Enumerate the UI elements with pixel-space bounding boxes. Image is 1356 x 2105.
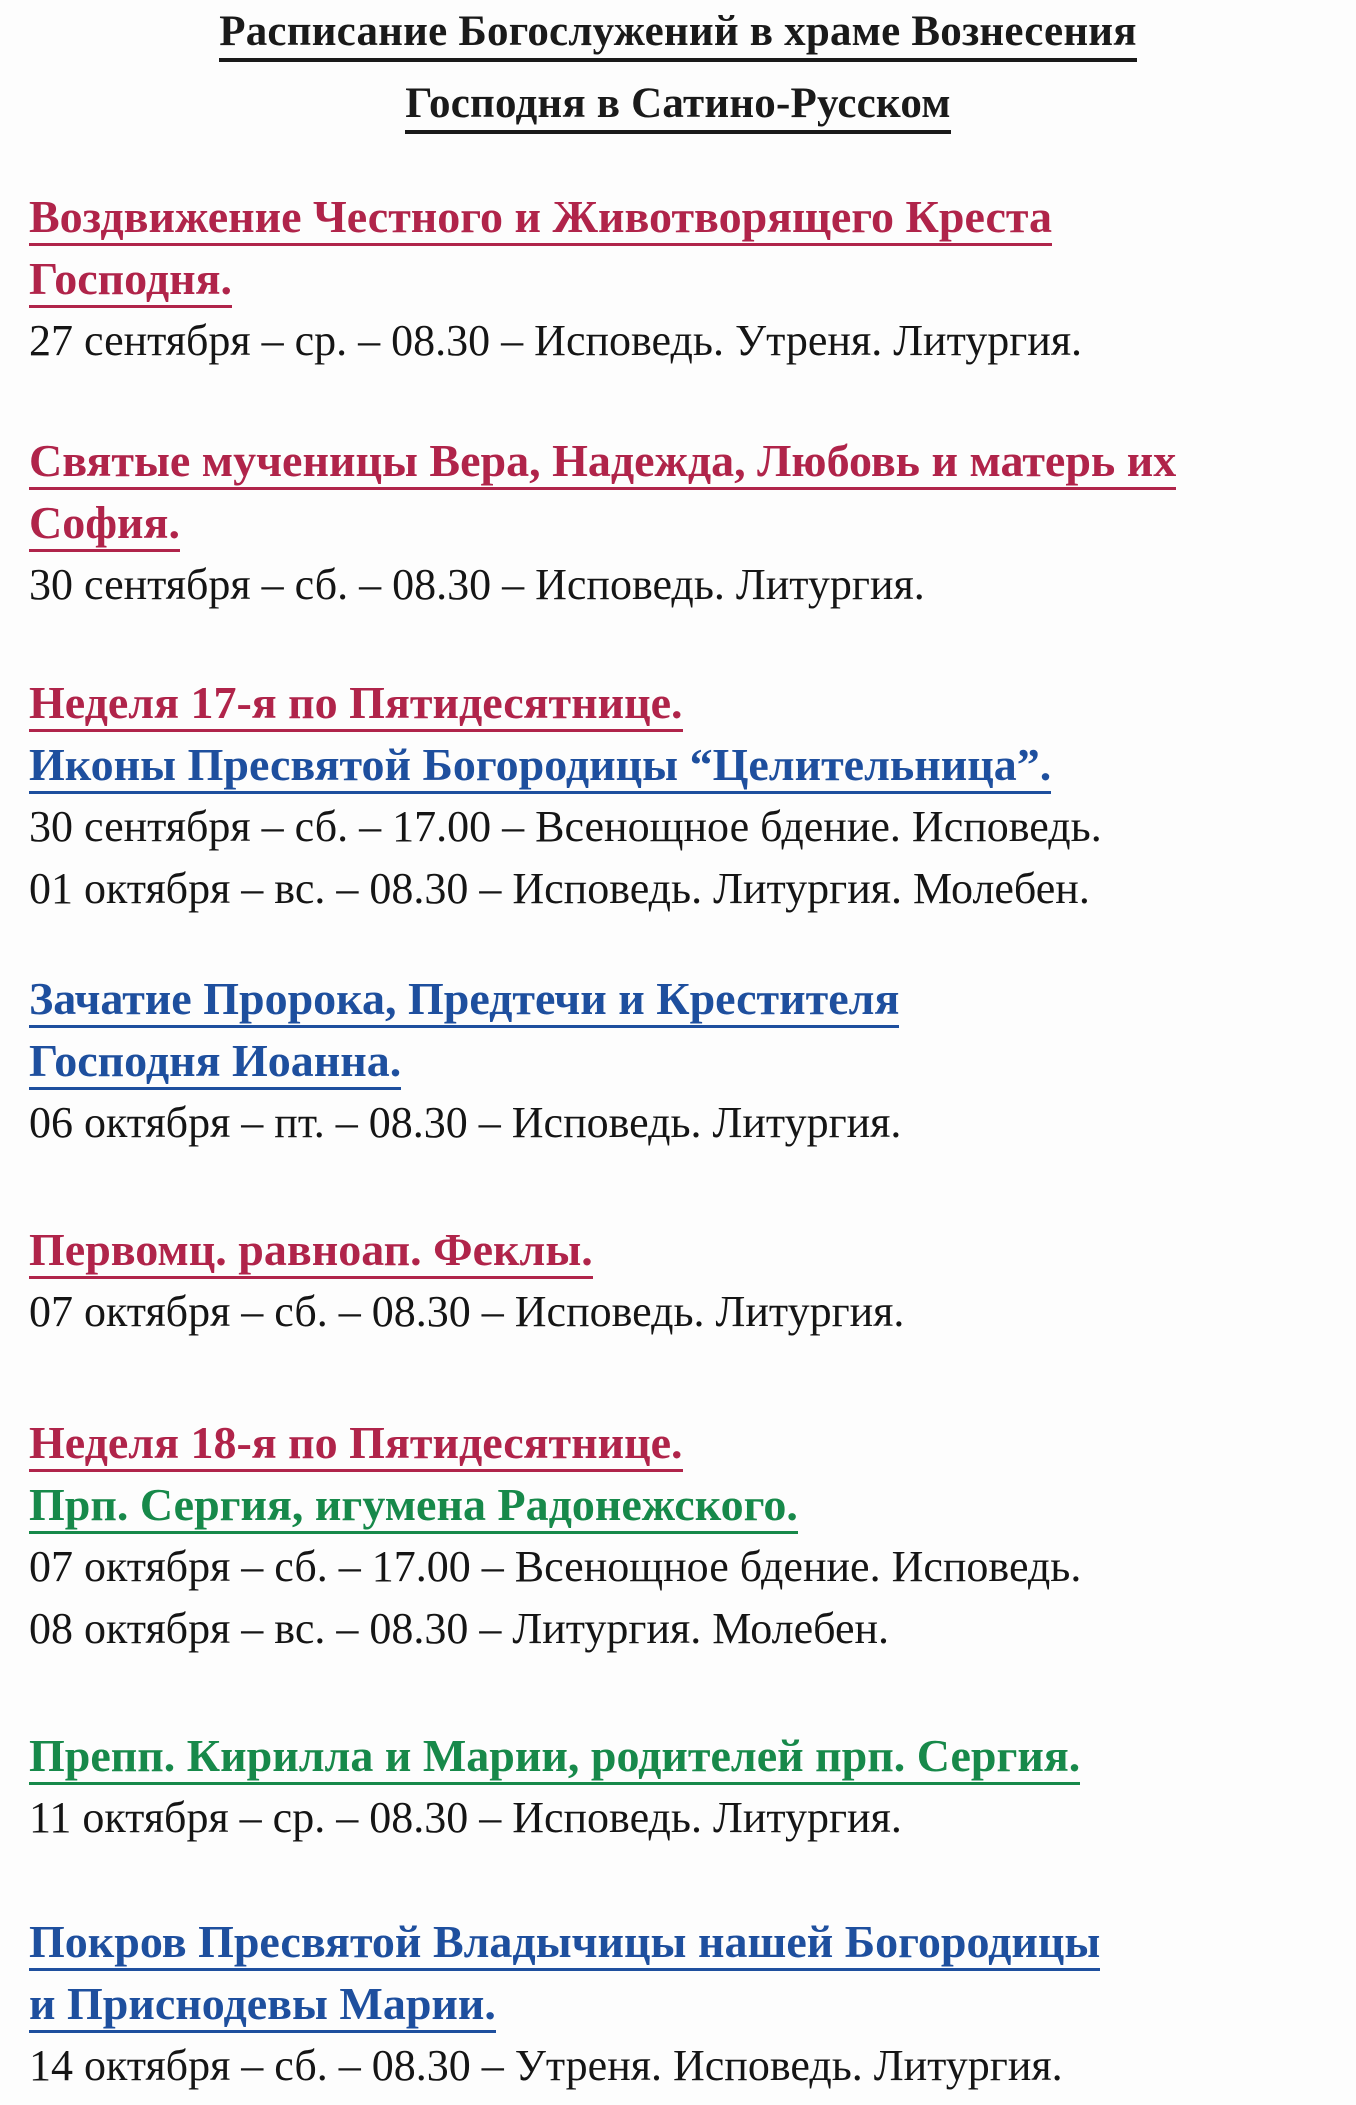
- feast-heading: Препп. Кирилла и Марии, родителей прп. Сергия.: [29, 1725, 1339, 1787]
- feast-heading: Прп. Сергия, игумена Радонежского.: [29, 1474, 1339, 1536]
- feast-section-5: [29, 1219, 1339, 1343]
- feast-heading: София.: [29, 492, 1339, 554]
- feast-section-6: [29, 1412, 1339, 1660]
- feast-section-3: [29, 672, 1339, 920]
- service-line: 07 октября – сб. – 17.00 – Всенощное бдение. Исповедь.: [29, 1542, 1082, 1591]
- service-line: 07 октября – сб. – 08.30 – Исповедь. Литургия.: [29, 1287, 905, 1336]
- feast-heading: Святые мученицы Вера, Надежда, Любовь и матерь их: [29, 430, 1339, 492]
- feast-section-1: [29, 186, 1339, 372]
- service-line: 01 октября – вс. – 08.30 – Исповедь. Литургия. Молебен.: [29, 864, 1090, 913]
- feast-heading: Воздвижение Честного и Животворящего Креста: [29, 186, 1339, 248]
- feast-heading: Покров Пресвятой Владычицы нашей Богородицы: [29, 1911, 1339, 1973]
- title-line-2: Господня в Сатино-Русском: [405, 78, 950, 134]
- service-line: 14 октября – сб. – 08.30 – Утреня. Исповедь. Литургия.: [29, 2041, 1063, 2090]
- service-line: 30 сентября – сб. – 17.00 – Всенощное бдение. Исповедь.: [29, 802, 1102, 851]
- title-line-1: Расписание Богослужений в храме Вознесения: [219, 6, 1136, 62]
- feast-heading: Неделя 18-я по Пятидесятнице.: [29, 1412, 1339, 1474]
- feast-section-8: [29, 1911, 1339, 2097]
- page-title: [0, 0, 1356, 144]
- service-line: 11 октября – ср. – 08.30 – Исповедь. Литургия.: [29, 1793, 902, 1842]
- service-line: 30 сентября – сб. – 08.30 – Исповедь. Литургия.: [29, 560, 925, 609]
- service-line: 27 сентября – ср. – 08.30 – Исповедь. Утреня. Литургия.: [29, 316, 1083, 365]
- service-line: 06 октября – пт. – 08.30 – Исповедь. Литургия.: [29, 1098, 902, 1147]
- feast-heading: Первомц. равноап. Феклы.: [29, 1219, 1339, 1281]
- feast-section-2: [29, 430, 1339, 616]
- feast-heading: Неделя 17-я по Пятидесятнице.: [29, 672, 1339, 734]
- feast-heading: Господня Иоанна.: [29, 1030, 1339, 1092]
- feast-section-4: [29, 968, 1339, 1154]
- feast-heading: Господня.: [29, 248, 1339, 310]
- feast-heading: Иконы Пресвятой Богородицы “Целительница”.: [29, 734, 1339, 796]
- feast-heading: и Приснодевы Марии.: [29, 1973, 1339, 2035]
- feast-heading: Зачатие Пророка, Предтечи и Крестителя: [29, 968, 1339, 1030]
- service-line: 08 октября – вс. – 08.30 – Литургия. Молебен.: [29, 1604, 890, 1653]
- feast-section-7: [29, 1725, 1339, 1849]
